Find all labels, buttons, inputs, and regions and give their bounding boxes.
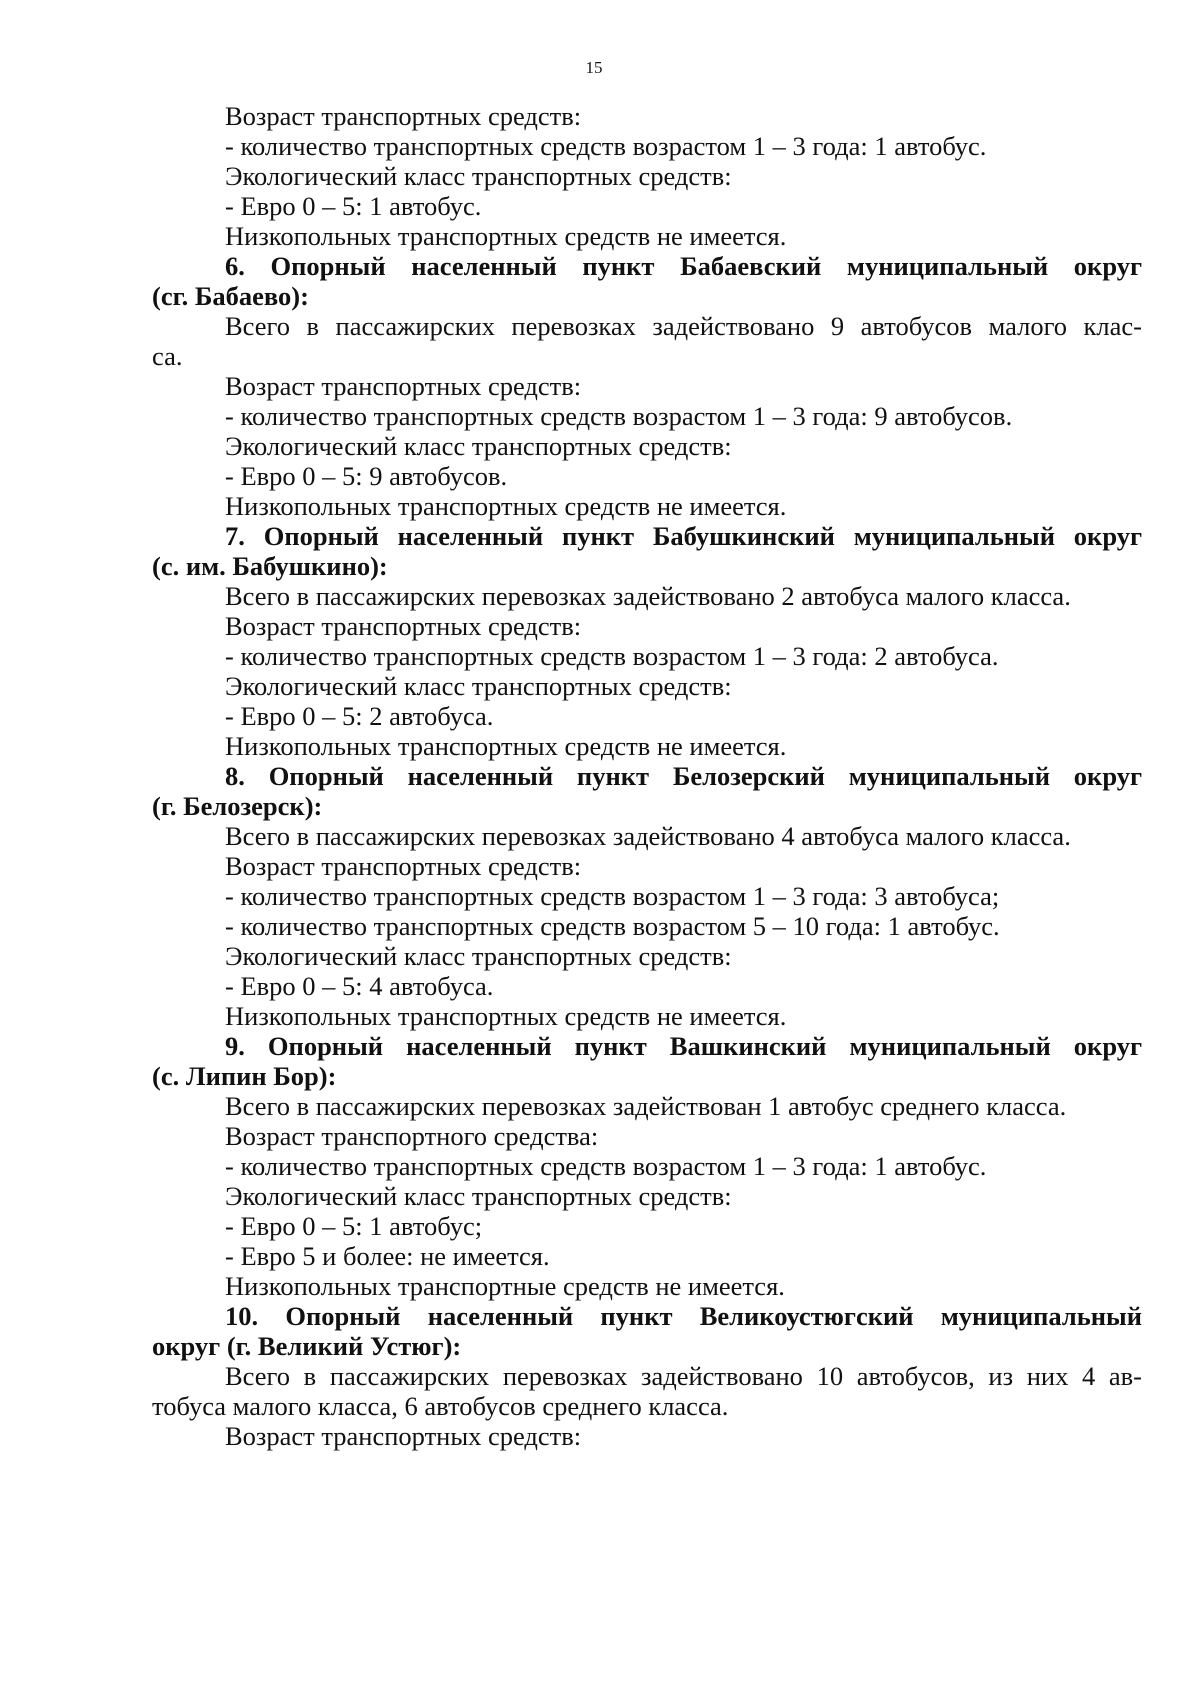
section-heading-locality: округ (г. Великий Устюг):: [152, 1331, 462, 1361]
eco-class-label: Экологический класс транспортных средств:: [225, 431, 732, 461]
document-body: [152, 101, 1142, 1451]
page-number: 15: [585, 58, 603, 77]
eco-class-item: - Евро 0 – 5: 4 автобуса.: [225, 971, 494, 1001]
total-buses-text-continued: тобуса малого класса, 6 автобусов среднего класса.: [152, 1391, 729, 1421]
vehicle-age-item: - количество транспортных средств возрастом 1 – 3 года: 2 автобуса.: [225, 641, 999, 671]
section-heading: 6. Опорный населенный пункт Бабаевский муниципальный округ: [225, 251, 1142, 281]
section-heading: 10. Опорный населенный пункт Великоустюгский муниципальный: [225, 1301, 1142, 1331]
low-floor-note: Низкопольных транспортных средств не имеется.: [225, 221, 787, 251]
low-floor-note: Низкопольных транспортных средств не имеется.: [225, 1001, 787, 1031]
low-floor-note: Низкопольных транспортных средств не имеется.: [225, 491, 787, 521]
eco-class-label: Экологический класс транспортных средств:: [225, 161, 732, 191]
total-buses-text: Всего в пассажирских перевозках задействовано 2 автобуса малого класса.: [225, 581, 1071, 611]
eco-class-item: - Евро 5 и более: не имеется.: [225, 1241, 550, 1271]
vehicle-age-label: Возраст транспортных средств:: [225, 1421, 582, 1451]
vehicle-age-label: Возраст транспортных средств:: [225, 611, 582, 641]
section-heading-locality: (с. Липин Бор):: [152, 1061, 337, 1091]
section-heading: 8. Опорный населенный пункт Белозерский муниципальный округ: [225, 761, 1142, 791]
vehicle-age-item: - количество транспортных средств возрастом 5 – 10 года: 1 автобус.: [225, 911, 1000, 941]
low-floor-note: Низкопольных транспортные средств не имеется.: [225, 1271, 785, 1301]
eco-class-item: - Евро 0 – 5: 1 автобус;: [225, 1211, 483, 1241]
section-heading-locality: (г. Белозерск):: [152, 791, 323, 821]
eco-class-label: Экологический класс транспортных средств:: [225, 671, 732, 701]
eco-class-label: Экологический класс транспортных средств:: [225, 1181, 732, 1211]
section-heading: 9. Опорный населенный пункт Вашкинский муниципальный округ: [225, 1031, 1142, 1061]
total-buses-text: Всего в пассажирских перевозках задействовано 9 автобусов малого клас-: [225, 311, 1142, 341]
total-buses-text-continued: са.: [152, 341, 183, 371]
vehicle-age-item: - количество транспортных средств возрастом 1 – 3 года: 9 автобусов.: [225, 401, 1013, 431]
total-buses-text: Всего в пассажирских перевозках задействован 1 автобус среднего класса.: [225, 1091, 1067, 1121]
section-heading: 7. Опорный населенный пункт Бабушкинский муниципальный округ: [225, 521, 1142, 551]
total-buses-text: Всего в пассажирских перевозках задействовано 4 автобуса малого класса.: [225, 821, 1071, 851]
vehicle-age-item: - количество транспортных средств возрастом 1 – 3 года: 1 автобус.: [225, 1151, 987, 1181]
vehicle-age-label: Возраст транспортных средств:: [225, 101, 582, 131]
vehicle-age-label: Возраст транспортных средств:: [225, 851, 582, 881]
vehicle-age-label: Возраст транспортных средств:: [225, 371, 582, 401]
vehicle-age-label: Возраст транспортного средства:: [225, 1121, 599, 1151]
low-floor-note: Низкопольных транспортных средств не имеется.: [225, 731, 787, 761]
eco-class-item: - Евро 0 – 5: 2 автобуса.: [225, 701, 494, 731]
section-heading-locality: (с. им. Бабушкино):: [152, 551, 388, 581]
vehicle-age-item: - количество транспортных средств возрастом 1 – 3 года: 1 автобус.: [225, 131, 987, 161]
total-buses-text: Всего в пассажирских перевозках задействовано 10 автобусов, из них 4 ав-: [225, 1361, 1142, 1391]
eco-class-item: - Евро 0 – 5: 9 автобусов.: [225, 461, 508, 491]
section-heading-locality: (сг. Бабаево):: [152, 281, 309, 311]
eco-class-label: Экологический класс транспортных средств:: [225, 941, 732, 971]
eco-class-item: - Евро 0 – 5: 1 автобус.: [225, 191, 482, 221]
vehicle-age-item: - количество транспортных средств возрастом 1 – 3 года: 3 автобуса;: [225, 881, 1000, 911]
